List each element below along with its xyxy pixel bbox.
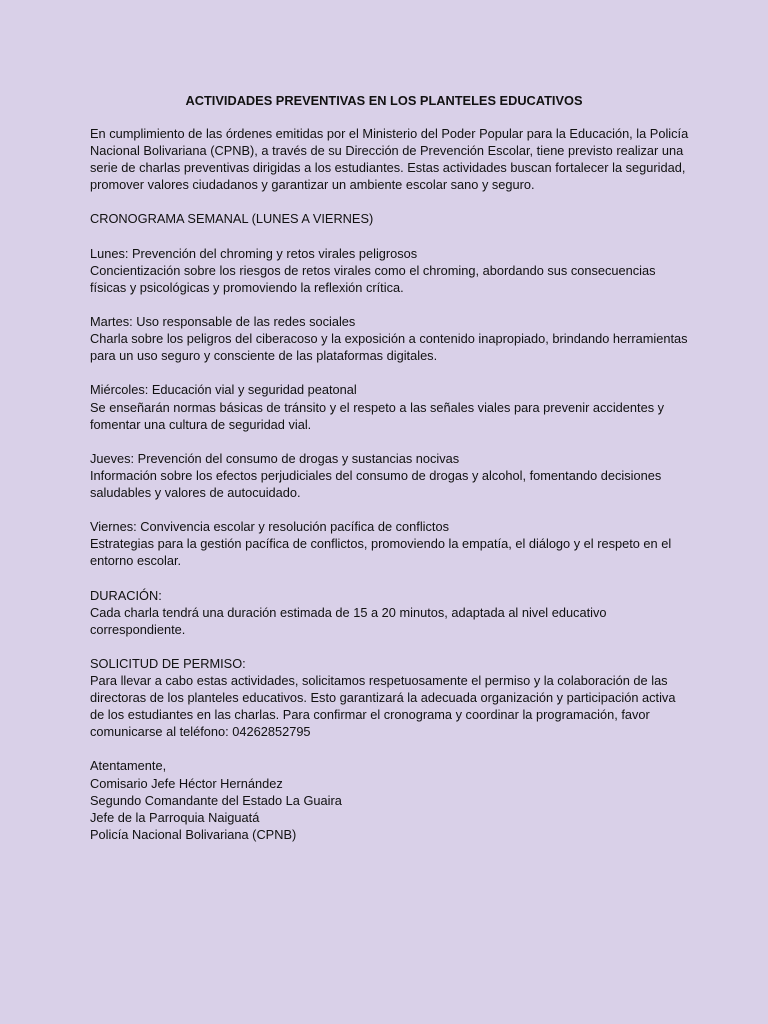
day-heading: Martes: Uso responsable de las redes sociales (90, 314, 356, 330)
signature-closing: Atentamente, (90, 758, 167, 774)
day-description-line: fomentar una cultura de seguridad vial. (90, 416, 312, 432)
duration-heading: DURACIÓN: (90, 587, 162, 603)
day-section-friday (90, 518, 682, 569)
intro-line: serie de charlas preventivas dirigidas a los estudiantes. Estas actividades buscan fortalecer la seguridad, (90, 160, 686, 176)
permission-heading: SOLICITUD DE PERMISO: (90, 655, 246, 671)
duration-line: correspondiente. (90, 621, 186, 637)
permission-section (90, 655, 682, 740)
day-section-tuesday (90, 313, 688, 364)
day-heading: Jueves: Prevención del consumo de drogas y sustancias nocivas (90, 450, 460, 466)
schedule-heading: CRONOGRAMA SEMANAL (LUNES A VIERNES) (90, 211, 374, 227)
permission-line: directoras de los planteles educativos. Esto garantizará la adecuada organización y participación activa (90, 690, 676, 706)
day-description-line: saludables y valores de autocuidado. (90, 484, 301, 500)
day-description-line: Información sobre los efectos perjudiciales del consumo de drogas y alcohol, fomentando decisiones (90, 467, 662, 483)
day-heading: Miércoles: Educación vial y seguridad peatonal (90, 382, 357, 398)
document-title: ACTIVIDADES PREVENTIVAS EN LOS PLANTELES EDUCATIVOS (185, 93, 583, 108)
intro-line: En cumplimiento de las órdenes emitidas por el Ministerio del Poder Popular para la Educación, la Policía (90, 126, 689, 141)
day-heading: Lunes: Prevención del chroming y retos virales peligrosos (90, 245, 418, 261)
schedule-heading-paragraph (90, 210, 682, 227)
intro-line: Nacional Bolivariana (CPNB), a través de su Dirección de Prevención Escolar, tiene previsto realizar una (90, 143, 684, 159)
day-section-monday (90, 245, 682, 296)
permission-line: de los estudiantes en las charlas. Para confirmar el cronograma y coordinar la programación, favor (90, 707, 650, 723)
signatory-institution: Policía Nacional Bolivariana (CPNB) (90, 826, 297, 842)
day-description-line: Charla sobre los peligros del ciberacoso y la exposición a contenido inapropiado, brindando herramientas (90, 331, 688, 347)
day-description-line: Concientización sobre los riesgos de retos virales como el chroming, abordando sus consecuencias (90, 262, 656, 278)
permission-line: comunicarse al teléfono: 04262852795 (90, 724, 311, 740)
day-description-line: físicas y psicológicas y promoviendo la reflexión crítica. (90, 279, 404, 295)
day-section-thursday (90, 450, 682, 501)
intro-line: promover valores ciudadanos y garantizar un ambiente escolar sano y seguro. (90, 177, 535, 193)
document-body (90, 125, 689, 860)
day-description-line: Se enseñarán normas básicas de tránsito y el respeto a las señales viales para prevenir accidentes y (90, 399, 665, 415)
intro-paragraph (90, 125, 689, 193)
day-heading: Viernes: Convivencia escolar y resolución pacífica de conflictos (90, 519, 449, 535)
day-description-line: entorno escolar. (90, 553, 182, 569)
signatory-position: Jefe de la Parroquia Naiguatá (90, 809, 260, 825)
duration-line: Cada charla tendrá una duración estimada de 15 a 20 minutos, adaptada al nivel educativo (90, 604, 607, 620)
signatory-rank: Segundo Comandante del Estado La Guaira (90, 792, 342, 808)
signatory-name: Comisario Jefe Héctor Hernández (90, 775, 283, 791)
permission-line: Para llevar a cabo estas actividades, solicitamos respetuosamente el permiso y la colaboración de las (90, 673, 668, 688)
day-section-wednesday (90, 381, 682, 432)
duration-section (90, 587, 682, 638)
day-description-line: Estrategias para la gestión pacífica de conflictos, promoviendo la empatía, el diálogo y el respeto en el (90, 536, 672, 552)
signature-block (90, 757, 682, 842)
day-description-line: para un uso seguro y consciente de las plataformas digitales. (90, 348, 438, 364)
